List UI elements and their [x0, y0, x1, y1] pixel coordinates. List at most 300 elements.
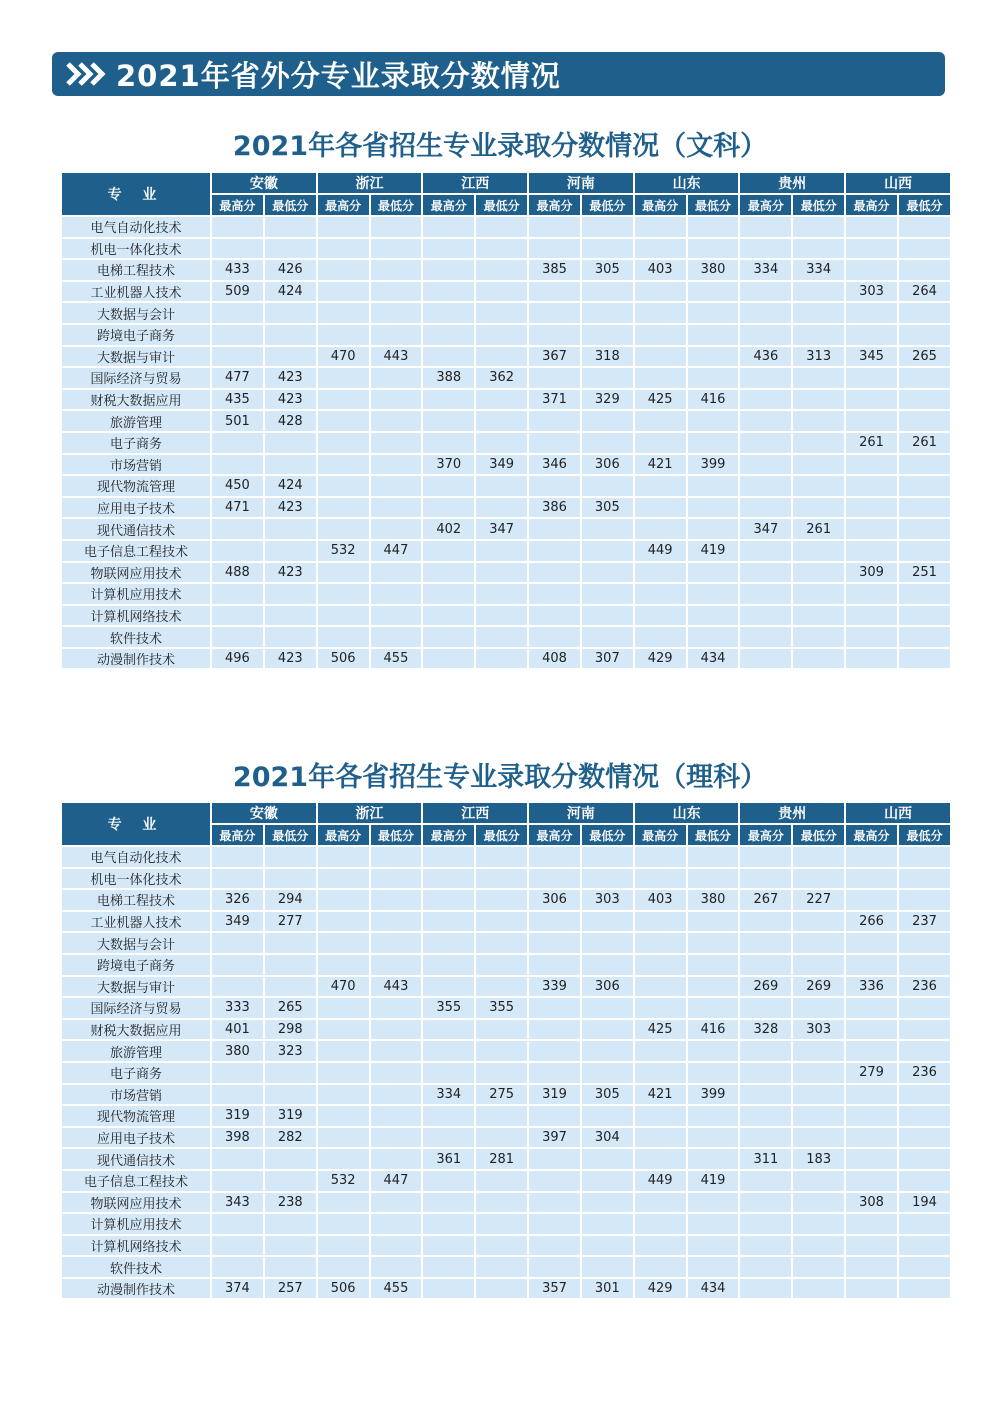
score-cell [739, 302, 792, 324]
score-cell [475, 562, 528, 584]
score-cell [422, 605, 475, 627]
score-cell: 306 [528, 889, 581, 911]
score-cell: 277 [264, 911, 317, 933]
score-cell [792, 1213, 845, 1235]
score-cell: 345 [845, 346, 898, 368]
score-cell [422, 475, 475, 497]
score-cell [634, 324, 687, 346]
score-cell [634, 911, 687, 933]
score-cell [634, 1213, 687, 1235]
score-cell [475, 540, 528, 562]
score-cell [528, 997, 581, 1019]
score-cell [898, 518, 951, 540]
score-cell [581, 518, 634, 540]
score-cell [739, 432, 792, 454]
page-banner [52, 52, 945, 96]
score-cell [898, 1019, 951, 1041]
score-cell [475, 1256, 528, 1278]
score-cell [739, 454, 792, 476]
score-cell [634, 238, 687, 260]
score-cell [475, 583, 528, 605]
score-cell: 532 [317, 540, 370, 562]
score-cell [370, 1127, 423, 1149]
score-cell [687, 846, 740, 868]
score-cell [792, 911, 845, 933]
score-cell: 349 [211, 911, 264, 933]
score-cell [898, 954, 951, 976]
score-cell [792, 1278, 845, 1300]
score-cell [475, 626, 528, 648]
score-cell [528, 846, 581, 868]
score-cell: 309 [845, 562, 898, 584]
score-cell: 336 [845, 976, 898, 998]
score-cell [739, 216, 792, 238]
major-name-cell: 电梯工程技术 [61, 889, 211, 911]
major-name-cell: 电子信息工程技术 [61, 1170, 211, 1192]
score-cell [739, 1084, 792, 1106]
score-cell [264, 454, 317, 476]
score-cell [528, 367, 581, 389]
table-row [61, 932, 951, 954]
score-cell [422, 911, 475, 933]
table-row [61, 281, 951, 303]
score-cell [211, 454, 264, 476]
score-cell [845, 540, 898, 562]
score-cell [475, 1019, 528, 1041]
min-score-header: 最低分 [898, 824, 951, 846]
score-cell [634, 605, 687, 627]
score-cell [317, 997, 370, 1019]
score-cell: 334 [422, 1084, 475, 1106]
score-cell [528, 954, 581, 976]
score-cell [739, 1256, 792, 1278]
score-cell [528, 1062, 581, 1084]
score-cell: 470 [317, 976, 370, 998]
score-cell [634, 367, 687, 389]
score-cell [422, 389, 475, 411]
score-cell: 428 [264, 410, 317, 432]
score-cell: 443 [370, 976, 423, 998]
score-cell [739, 1192, 792, 1214]
score-cell: 436 [739, 346, 792, 368]
score-cell [581, 238, 634, 260]
score-cell [422, 238, 475, 260]
table-row [61, 1062, 951, 1084]
score-cell [422, 1213, 475, 1235]
min-score-header: 最低分 [581, 824, 634, 846]
score-cell: 374 [211, 1278, 264, 1300]
score-cell [687, 1040, 740, 1062]
score-cell [317, 324, 370, 346]
score-cell [845, 475, 898, 497]
province-header: 江西 [422, 802, 528, 824]
score-cell [422, 410, 475, 432]
score-cell [581, 1062, 634, 1084]
score-cell [687, 997, 740, 1019]
score-cell [317, 1105, 370, 1127]
score-cell: 424 [264, 475, 317, 497]
score-cell: 435 [211, 389, 264, 411]
score-cell [370, 454, 423, 476]
score-cell: 275 [475, 1084, 528, 1106]
table-row [61, 1127, 951, 1149]
major-name-cell: 软件技术 [61, 626, 211, 648]
table-row [61, 1256, 951, 1278]
province-header: 河南 [528, 172, 634, 194]
score-cell [528, 302, 581, 324]
double-chevron-right-icon [58, 52, 110, 96]
score-cell [634, 1105, 687, 1127]
score-cell [687, 281, 740, 303]
score-cell: 265 [264, 997, 317, 1019]
score-cell [370, 389, 423, 411]
score-cell: 398 [211, 1127, 264, 1149]
score-cell [422, 1105, 475, 1127]
score-cell: 261 [792, 518, 845, 540]
score-cell [739, 238, 792, 260]
score-cell: 323 [264, 1040, 317, 1062]
score-cell [898, 367, 951, 389]
score-cell [845, 410, 898, 432]
score-cell [475, 259, 528, 281]
score-cell [898, 238, 951, 260]
major-name-cell: 机电一体化技术 [61, 238, 211, 260]
score-cell [422, 1170, 475, 1192]
score-cell: 305 [581, 1084, 634, 1106]
score-cell: 434 [687, 648, 740, 670]
score-cell [845, 1127, 898, 1149]
score-cell [528, 1040, 581, 1062]
score-cell [475, 911, 528, 933]
score-cell [422, 259, 475, 281]
score-cell [211, 346, 264, 368]
score-cell [422, 1127, 475, 1149]
score-cell [370, 583, 423, 605]
major-name-cell: 大数据与会计 [61, 932, 211, 954]
score-cell: 419 [687, 1170, 740, 1192]
score-cell [581, 367, 634, 389]
min-score-header: 最低分 [475, 824, 528, 846]
score-cell [317, 389, 370, 411]
table-row [61, 954, 951, 976]
score-cell [581, 1019, 634, 1041]
score-cell [475, 1040, 528, 1062]
score-cell [845, 389, 898, 411]
score-cell [792, 432, 845, 454]
table-row [61, 432, 951, 454]
score-cell [475, 1127, 528, 1149]
score-cell [581, 911, 634, 933]
score-cell [845, 1105, 898, 1127]
max-score-header: 最高分 [422, 194, 475, 216]
score-cell [370, 216, 423, 238]
major-name-cell: 市场营销 [61, 454, 211, 476]
score-cell: 423 [264, 389, 317, 411]
score-cell [317, 367, 370, 389]
major-column-header: 专 业 [61, 802, 211, 846]
max-score-header: 最高分 [845, 194, 898, 216]
score-cell [264, 1084, 317, 1106]
score-cell [211, 626, 264, 648]
score-cell [475, 302, 528, 324]
score-cell [264, 626, 317, 648]
score-cell [581, 1105, 634, 1127]
major-name-cell: 动漫制作技术 [61, 648, 211, 670]
score-cell: 305 [581, 259, 634, 281]
score-cell [422, 562, 475, 584]
score-cell: 319 [264, 1105, 317, 1127]
score-cell [634, 216, 687, 238]
table-row [61, 346, 951, 368]
score-cell [792, 389, 845, 411]
score-cell [739, 1278, 792, 1300]
score-cell [475, 1170, 528, 1192]
score-cell [845, 1148, 898, 1170]
score-cell [422, 648, 475, 670]
score-cell [634, 626, 687, 648]
score-cell: 388 [422, 367, 475, 389]
score-cell [898, 1040, 951, 1062]
score-cell [528, 605, 581, 627]
score-cell [422, 976, 475, 998]
score-cell [687, 518, 740, 540]
province-header: 贵州 [739, 172, 845, 194]
score-cell [264, 976, 317, 998]
score-cell [211, 1256, 264, 1278]
score-cell [687, 954, 740, 976]
score-cell: 421 [634, 454, 687, 476]
major-name-cell: 市场营销 [61, 1084, 211, 1106]
score-cell: 397 [528, 1127, 581, 1149]
score-cell [475, 1062, 528, 1084]
score-cell [792, 281, 845, 303]
max-score-header: 最高分 [211, 824, 264, 846]
score-cell [898, 648, 951, 670]
score-cell [845, 932, 898, 954]
score-cell [211, 976, 264, 998]
score-cell: 264 [898, 281, 951, 303]
score-cell [898, 868, 951, 890]
score-cell [528, 432, 581, 454]
min-score-header: 最低分 [792, 194, 845, 216]
province-header: 山西 [845, 172, 951, 194]
score-cell [317, 1062, 370, 1084]
score-cell [264, 302, 317, 324]
score-cell [898, 1170, 951, 1192]
score-cell [264, 583, 317, 605]
score-cell [792, 1170, 845, 1192]
score-cell [422, 346, 475, 368]
score-cell [634, 954, 687, 976]
score-cell [317, 1192, 370, 1214]
major-column-header: 专 业 [61, 172, 211, 216]
score-cell [792, 1105, 845, 1127]
province-header: 贵州 [739, 802, 845, 824]
score-cell [792, 583, 845, 605]
score-cell: 403 [634, 259, 687, 281]
table-row [61, 302, 951, 324]
score-cell [845, 454, 898, 476]
major-name-cell: 工业机器人技术 [61, 281, 211, 303]
score-cell [581, 410, 634, 432]
score-cell: 279 [845, 1062, 898, 1084]
table-row [61, 648, 951, 670]
score-cell: 424 [264, 281, 317, 303]
score-cell [845, 648, 898, 670]
table-row [61, 562, 951, 584]
score-cell: 416 [687, 1019, 740, 1041]
score-cell [687, 583, 740, 605]
score-cell: 306 [581, 454, 634, 476]
score-cell [422, 281, 475, 303]
score-cell [370, 1040, 423, 1062]
score-cell [528, 583, 581, 605]
score-cell: 265 [898, 346, 951, 368]
score-cell [792, 302, 845, 324]
score-cell: 380 [211, 1040, 264, 1062]
table-row [61, 410, 951, 432]
score-cell: 385 [528, 259, 581, 281]
min-score-header: 最低分 [898, 194, 951, 216]
major-name-cell: 计算机网络技术 [61, 1235, 211, 1257]
table-row [61, 997, 951, 1019]
major-name-cell: 物联网应用技术 [61, 1192, 211, 1214]
score-cell [739, 648, 792, 670]
score-cell [528, 518, 581, 540]
score-cell [370, 302, 423, 324]
score-cell [370, 1235, 423, 1257]
score-cell [634, 346, 687, 368]
score-cell [264, 954, 317, 976]
score-cell [370, 997, 423, 1019]
score-cell [317, 846, 370, 868]
score-cell [792, 410, 845, 432]
banner-title: 2021年省外分专业录取分数情况 [116, 58, 561, 93]
score-cell [264, 1062, 317, 1084]
score-cell: 434 [687, 1278, 740, 1300]
score-cell [422, 583, 475, 605]
score-cell: 238 [264, 1192, 317, 1214]
score-cell [687, 605, 740, 627]
score-cell [634, 1256, 687, 1278]
score-cell: 267 [739, 889, 792, 911]
score-cell [264, 846, 317, 868]
score-cell [634, 976, 687, 998]
arts-score-table [60, 171, 952, 670]
score-cell [317, 562, 370, 584]
score-cell: 183 [792, 1148, 845, 1170]
score-cell [687, 1192, 740, 1214]
score-cell [845, 954, 898, 976]
score-cell [370, 497, 423, 519]
major-name-cell: 现代物流管理 [61, 1105, 211, 1127]
major-name-cell: 计算机应用技术 [61, 583, 211, 605]
score-cell: 227 [792, 889, 845, 911]
score-cell [739, 868, 792, 890]
score-cell: 339 [528, 976, 581, 998]
table-row [61, 1105, 951, 1127]
table-row [61, 868, 951, 890]
score-cell [581, 626, 634, 648]
score-cell [898, 259, 951, 281]
score-cell: 347 [739, 518, 792, 540]
score-cell: 326 [211, 889, 264, 911]
score-cell [898, 1235, 951, 1257]
score-cell: 266 [845, 911, 898, 933]
score-cell [634, 846, 687, 868]
score-cell [317, 1213, 370, 1235]
score-cell [370, 1105, 423, 1127]
max-score-header: 最高分 [634, 194, 687, 216]
score-cell [317, 432, 370, 454]
score-cell [898, 846, 951, 868]
score-cell [317, 1256, 370, 1278]
score-cell [422, 1062, 475, 1084]
max-score-header: 最高分 [528, 194, 581, 216]
max-score-header: 最高分 [528, 824, 581, 846]
score-cell: 329 [581, 389, 634, 411]
score-cell [898, 1084, 951, 1106]
score-cell [264, 518, 317, 540]
score-cell [898, 497, 951, 519]
score-cell [634, 1040, 687, 1062]
major-name-cell: 财税大数据应用 [61, 389, 211, 411]
score-cell [264, 346, 317, 368]
score-cell: 477 [211, 367, 264, 389]
score-cell [792, 648, 845, 670]
score-cell: 423 [264, 367, 317, 389]
table-row [61, 1213, 951, 1235]
major-name-cell: 现代物流管理 [61, 475, 211, 497]
score-cell: 429 [634, 1278, 687, 1300]
score-cell: 361 [422, 1148, 475, 1170]
score-cell [317, 1148, 370, 1170]
score-cell: 470 [317, 346, 370, 368]
score-cell [422, 1235, 475, 1257]
score-cell: 447 [370, 540, 423, 562]
score-cell [634, 1235, 687, 1257]
score-cell: 261 [845, 432, 898, 454]
score-cell [792, 1127, 845, 1149]
score-cell: 236 [898, 1062, 951, 1084]
score-cell [792, 562, 845, 584]
score-cell [370, 1192, 423, 1214]
score-cell [898, 1127, 951, 1149]
score-cell [211, 932, 264, 954]
score-cell [528, 1256, 581, 1278]
min-score-header: 最低分 [475, 194, 528, 216]
score-cell [792, 238, 845, 260]
table-row [61, 497, 951, 519]
score-cell: 416 [687, 389, 740, 411]
score-cell: 471 [211, 497, 264, 519]
score-cell [739, 475, 792, 497]
score-cell: 334 [792, 259, 845, 281]
score-cell [211, 1170, 264, 1192]
science-table-title: 2021年各省招生专业录取分数情况（理科） [232, 762, 768, 793]
score-cell: 421 [634, 1084, 687, 1106]
score-cell [687, 1127, 740, 1149]
score-cell [739, 562, 792, 584]
score-cell [581, 868, 634, 890]
score-cell [211, 238, 264, 260]
score-cell [370, 432, 423, 454]
score-cell [739, 583, 792, 605]
score-cell [845, 367, 898, 389]
score-cell [739, 1040, 792, 1062]
score-cell [634, 583, 687, 605]
score-cell [634, 432, 687, 454]
